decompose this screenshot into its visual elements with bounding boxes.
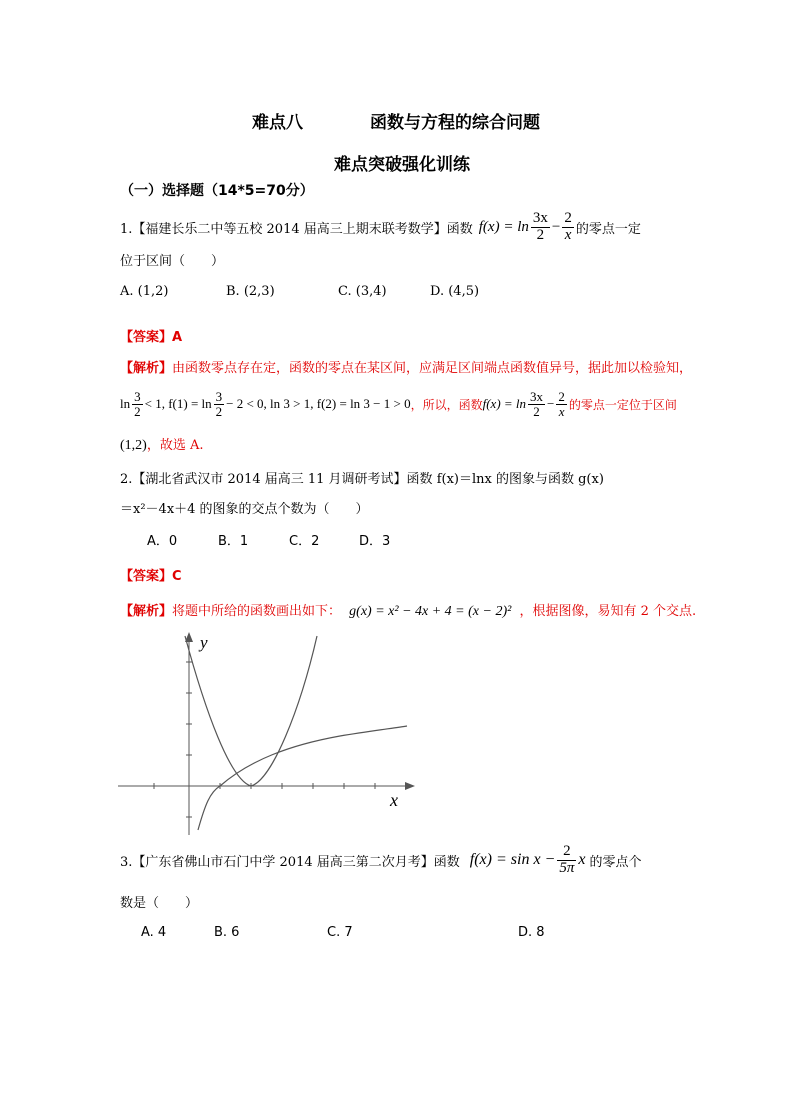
q1-analysis-line2 bbox=[120, 384, 677, 424]
q1-l2-frac-d-den: x bbox=[558, 403, 565, 419]
graph-x-label: x bbox=[390, 790, 398, 810]
q1-l2-frac-c bbox=[528, 390, 545, 418]
q2-analysis bbox=[120, 600, 696, 620]
q3-source: 3.【广东省佛山市石门中学 2014 届高三第二次月考】函数 bbox=[120, 854, 460, 870]
function-graph bbox=[110, 630, 420, 840]
question-1-line2: 位于区间（ ） bbox=[120, 254, 225, 269]
q1-l2-connector: ，所以，函数 bbox=[410, 397, 483, 412]
parabola-curve bbox=[185, 636, 317, 786]
q3-option-a: A. 4 bbox=[141, 925, 167, 940]
q1-frac2-num: 2 bbox=[564, 209, 572, 226]
q1-func-prefix: f(x) = ln bbox=[478, 218, 529, 235]
q3-fraction bbox=[557, 844, 576, 877]
q1-answer: 【答案】A bbox=[120, 330, 183, 345]
q1-minus: − bbox=[551, 218, 561, 235]
q1-l2-expr-1: < 1, f(1) = ln bbox=[144, 396, 212, 411]
question-3-stem bbox=[120, 840, 641, 880]
q3-option-c: C. 7 bbox=[327, 925, 353, 940]
q1-l2-ln: ln bbox=[120, 396, 131, 411]
q1-l2-tail: 的零点一定位于区间 bbox=[568, 397, 677, 412]
q1-fraction-1 bbox=[531, 211, 550, 244]
q1-l2-frac-b bbox=[214, 390, 225, 418]
q1-tail: 的零点一定 bbox=[575, 221, 641, 237]
q1-l2-frac-a-num: 3 bbox=[134, 388, 141, 404]
q3-frac-num: 2 bbox=[557, 844, 576, 861]
q2-analysis-text: 将题中所给的函数画出如下： bbox=[172, 604, 342, 619]
q2-analysis-formula: g(x) = x² − 4x + 4 = (x − 2)² bbox=[349, 604, 512, 619]
question-3-line2: 数是（ ） bbox=[120, 896, 199, 911]
q1-option-c: C. (3,4) bbox=[338, 284, 387, 299]
q1-analysis-line1 bbox=[120, 357, 692, 376]
q1-option-b: B. (2,3) bbox=[226, 284, 275, 299]
q1-l2-frac-a-den: 2 bbox=[134, 403, 141, 419]
q1-frac2-den: x bbox=[564, 226, 572, 243]
title-label: 难点八 bbox=[252, 113, 303, 133]
q3-option-d: D. 8 bbox=[518, 925, 545, 940]
question-2-line2: ＝x²－4x＋4 的图象的交点个数为（ ） bbox=[120, 502, 369, 517]
q1-l2-frac-a bbox=[132, 390, 143, 418]
q1-l2-frac-d-num: 2 bbox=[558, 388, 565, 404]
q1-fraction-2 bbox=[562, 211, 574, 244]
q1-analysis-text: 由函数零点存在定，函数的零点在某区间，应满足区间端点函数值异号，据此加以检验知， bbox=[172, 361, 693, 376]
q1-frac1-den: 2 bbox=[536, 226, 545, 243]
q2-analysis-label: 【解析】 bbox=[120, 604, 173, 619]
x-axis-arrow bbox=[405, 782, 415, 790]
page-subtitle: 难点突破强化训练 bbox=[334, 155, 470, 175]
q2-analysis-tail: ，根据图像，易知有 2 个交点. bbox=[519, 604, 697, 619]
q1-l3-text: ，故选 A. bbox=[146, 438, 204, 453]
q1-l3-interval: (1,2) bbox=[120, 438, 147, 453]
question-1-stem bbox=[120, 208, 641, 246]
q3-frac-den: 5π bbox=[559, 859, 575, 876]
q1-source: 1.【福建长乐二中等五校 2014 届高三上期末联考数学】函数 bbox=[120, 221, 473, 237]
q2-answer: 【答案】C bbox=[120, 569, 182, 584]
q1-frac1-num: 3x bbox=[532, 209, 548, 226]
q3-func-prefix: f(x) = sin x − bbox=[469, 851, 556, 868]
q1-l2-func: f(x) = ln bbox=[482, 396, 527, 411]
log-curve bbox=[198, 726, 407, 830]
page-title: 函数与方程的综合问题 bbox=[370, 113, 540, 133]
section-heading: （一）选择题（14*5=70分） bbox=[120, 183, 314, 199]
q3-option-b: B. 6 bbox=[214, 925, 240, 940]
q1-option-a: A. (1,2) bbox=[120, 284, 169, 299]
question-2-line1: 2.【湖北省武汉市 2014 届高三 11 月调研考试】函数 f(x)＝lnx 的图象与函数 g(x) bbox=[120, 472, 604, 487]
q3-func-suffix: x bbox=[578, 851, 586, 868]
q1-l2-frac-b-num: 3 bbox=[215, 388, 223, 404]
q1-l2-frac-b-den: 2 bbox=[215, 403, 223, 419]
q1-option-d: D. (4,5) bbox=[430, 284, 480, 299]
graph-y-label: y bbox=[200, 633, 208, 652]
q3-tail: 的零点个 bbox=[589, 854, 642, 870]
q1-analysis-label: 【解析】 bbox=[120, 361, 173, 376]
q2-option-d: D．3 bbox=[359, 534, 391, 549]
q1-l2-frac-c-num: 3x bbox=[530, 388, 544, 404]
q1-l2-minus: − bbox=[547, 396, 555, 411]
q1-analysis-line3 bbox=[120, 434, 203, 454]
q2-option-a: A．0 bbox=[147, 534, 178, 549]
q1-l2-frac-c-den: 2 bbox=[533, 403, 540, 419]
q2-option-c: C．2 bbox=[289, 534, 320, 549]
q1-l2-expr-2: − 2 < 0, ln 3 > 1, f(2) = ln 3 − 1 > 0 bbox=[226, 396, 411, 411]
q2-option-b: B．1 bbox=[218, 534, 249, 549]
q1-l2-frac-d bbox=[556, 390, 567, 418]
